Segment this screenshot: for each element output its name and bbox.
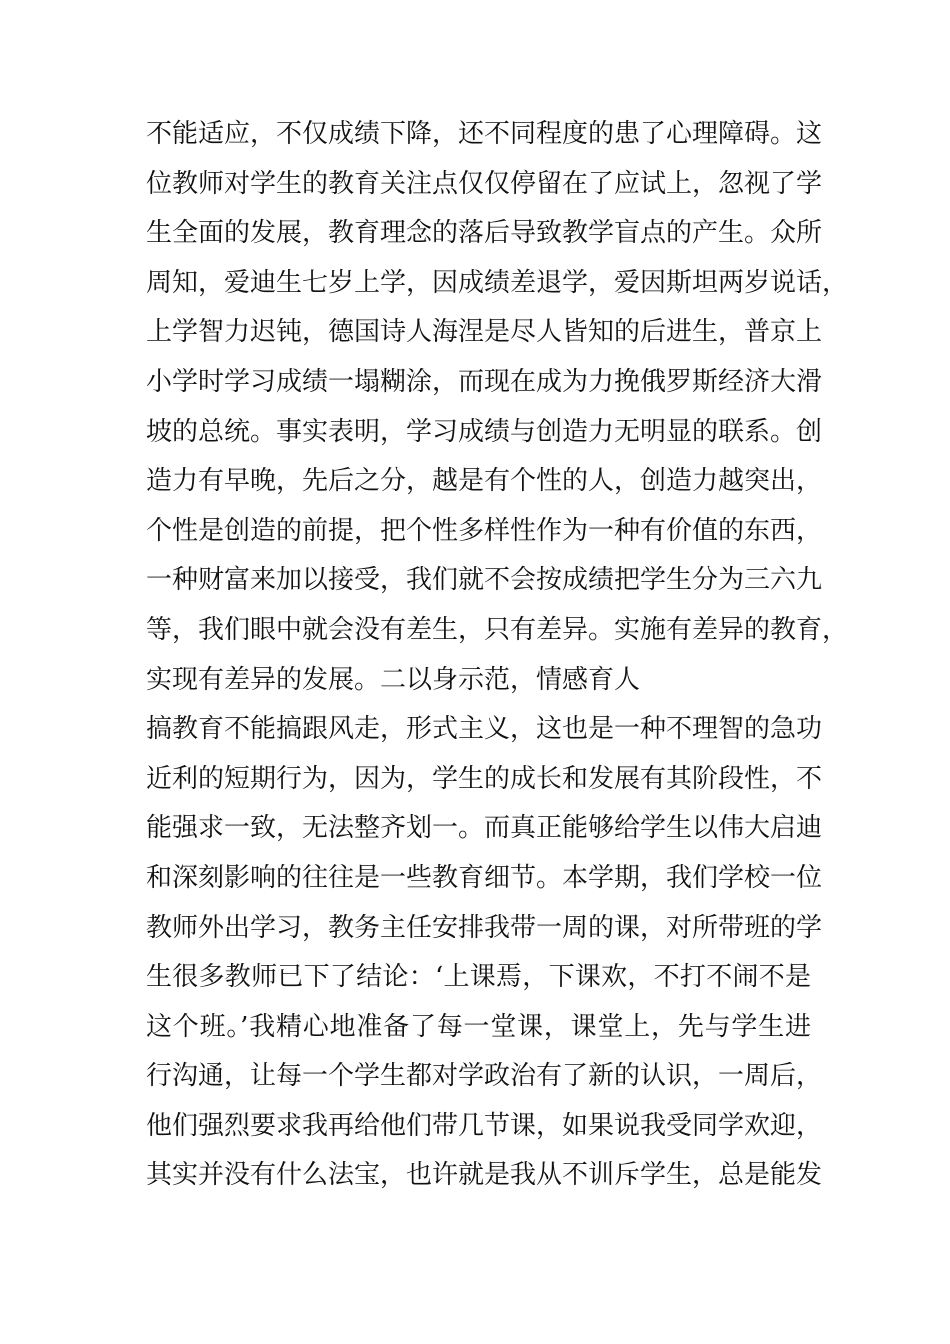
text-line: 等，我们眼中就会没有差生，只有差异。实施有差异的教育， [146,614,849,645]
text-line: 造力有早晚，先后之分，越是有个性的人，创造力越突出， [146,466,823,497]
text-line: 能强求一致，无法整齐划一。而真正能够给学生以伟大启迪 [146,813,823,844]
text-line: 不能适应，不仅成绩下降，还不同程度的患了心理障碍。这 [146,119,823,149]
text-line: 个性是创造的前提，把个性多样性作为一种有价值的东西， [146,515,823,546]
body-text [146,110,849,1201]
text-line: 行沟通，让每一个学生都对学政治有了新的认识，一周后， [146,1061,823,1092]
text-line: 上学智力迟钝，德国诗人海涅是尽人皆知的后进生，普京上 [146,317,823,348]
text-line: 和深刻影响的往往是一些教育细节。本学期，我们学校一位 [146,862,823,893]
text-line: 其实并没有什么法宝，也许就是我从不训斥学生，总是能发 [146,1160,823,1191]
text-line: 周知，爱迪生七岁上学，因成绩差退学，爱因斯坦两岁说话， [146,267,849,298]
text-line: 他们强烈要求我再给他们带几节课，如果说我受同学欢迎， [146,1110,823,1141]
text-line: 搞教育不能搞跟风走，形式主义，这也是一种不理智的急功 [146,714,823,745]
text-line: 生全面的发展，教育理念的落后导致教学盲点的产生。众所 [146,218,823,249]
text-line: 一种财富来加以接受，我们就不会按成绩把学生分为三六九 [146,565,823,596]
text-line: 这个班。’我精心地准备了每一堂课，课堂上，先与学生进 [146,1011,811,1042]
text-line: 教师外出学习，教务主任安排我带一周的课，对所带班的学 [146,912,823,943]
text-line: 近利的短期行为，因为，学生的成长和发展有其阶段性，不 [146,763,823,794]
text-line: 小学时学习成绩一塌糊涂，而现在成为力挽俄罗斯经济大滑 [146,366,823,397]
text-line: 位教师对学生的教育关注点仅仅停留在了应试上，忽视了学 [146,168,823,199]
text-line: 生很多教师已下了结论：‘上课焉，下课欢，不打不闹不是 [146,962,811,993]
text-line: 实现有差异的发展。二以身示范，情感育人 [146,664,641,695]
text-line: 坡的总统。事实表明，学习成绩与创造力无明显的联系。创 [146,416,823,447]
